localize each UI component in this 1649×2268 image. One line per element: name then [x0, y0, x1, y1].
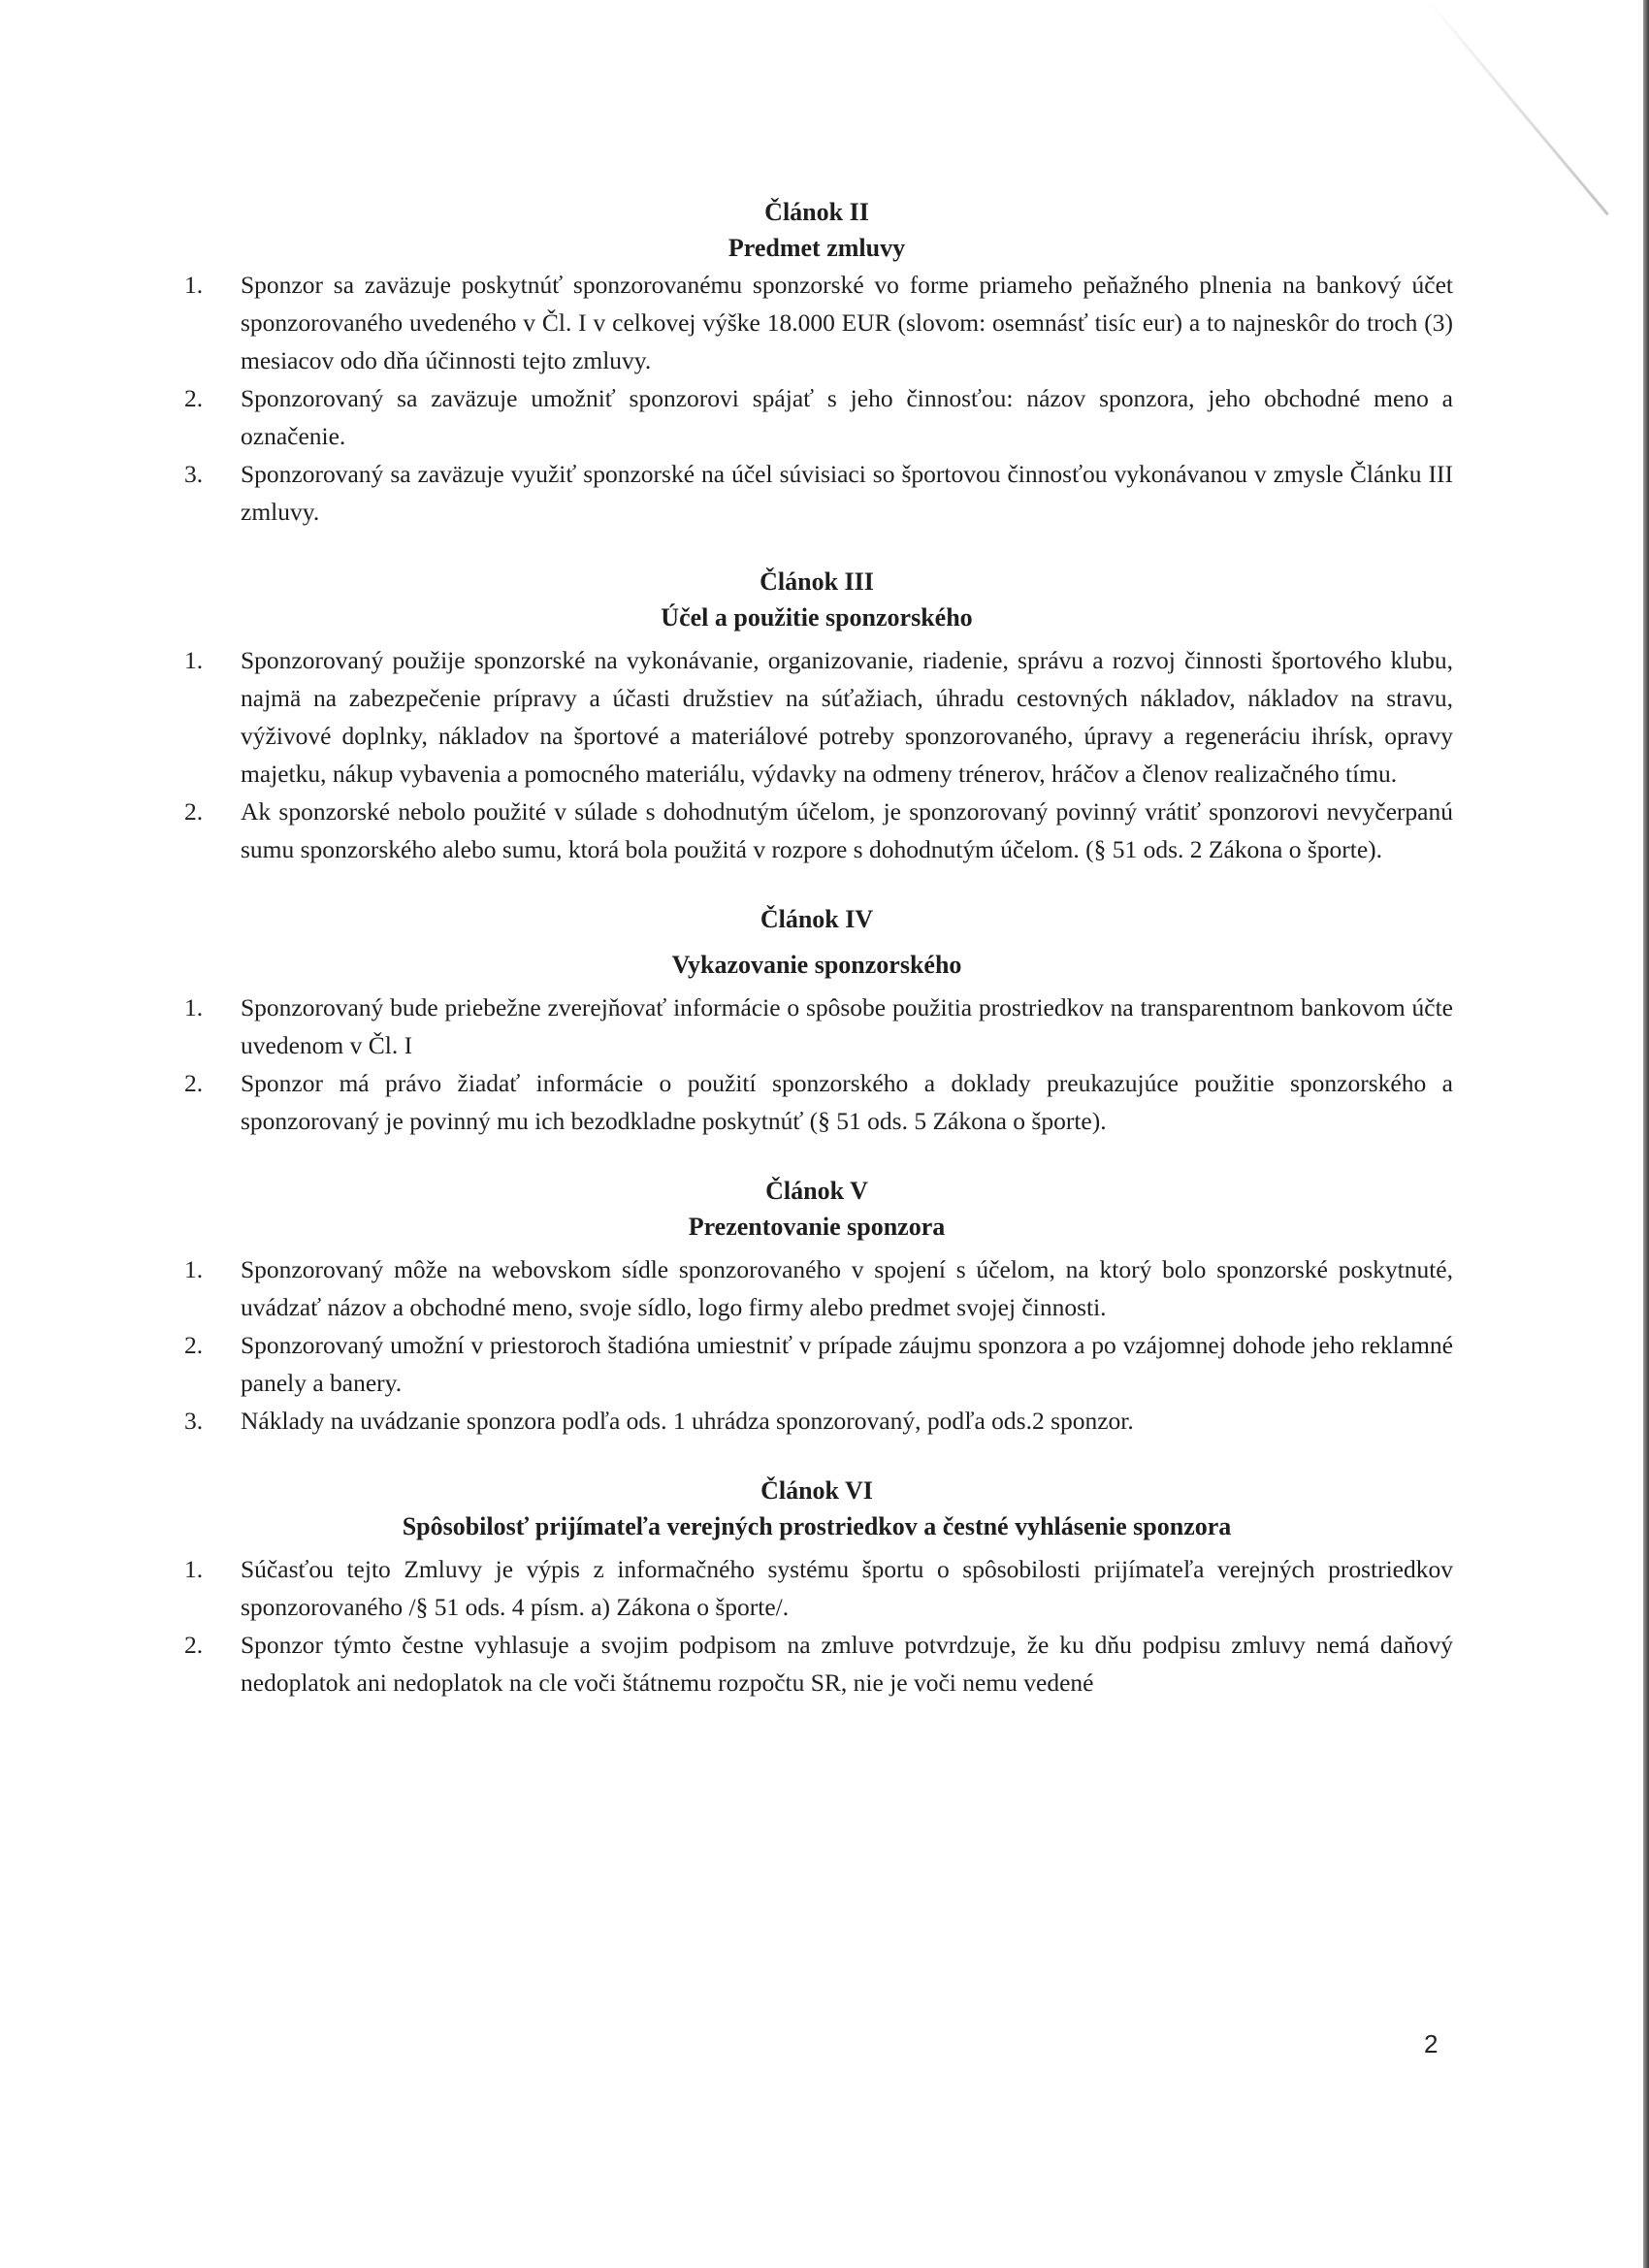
clause-number: 1.	[184, 646, 204, 674]
clause-text: Sponzorovaný sa zaväzuje umožniť sponzorovi spájať s jeho činnosťou: názov sponzora, jeho obchodné meno a označenie.	[241, 384, 1453, 450]
clause-list	[180, 1250, 1453, 1440]
clause-number: 2.	[184, 1069, 204, 1097]
article-6	[180, 1473, 1453, 1701]
clause-item	[180, 988, 1453, 1064]
clause-number: 1.	[184, 993, 204, 1021]
clause-list	[180, 266, 1453, 531]
article-subtitle: Predmet zmluvy	[728, 234, 906, 262]
article-subtitle: Vykazovanie sponzorského	[671, 951, 962, 979]
article-subtitle: Spôsobilosť prijímateľa verejných prostriedkov a čestné vyhlásenie sponzora	[402, 1512, 1232, 1540]
clause-item	[180, 1402, 1453, 1440]
clause-text: Sponzorovaný bude priebežne zverejňovať informácie o spôsobe použitia prostriedkov na transparentnom bankovom účte uvedenom v Čl. I	[241, 993, 1453, 1059]
article-2	[180, 194, 1453, 531]
article-title: Článok V	[765, 1177, 868, 1205]
article-title: Článok IV	[760, 905, 874, 933]
clause-list	[180, 988, 1453, 1140]
clause-list	[180, 1550, 1453, 1701]
page-number: 2	[1424, 2029, 1439, 2058]
clause-item	[180, 455, 1453, 531]
scan-edge-shadow	[1643, 0, 1649, 2268]
clause-text: Sponzor má právo žiadať informácie o použití sponzorského a doklady preukazujúce použitie sponzorského a sponzorovaný je povinný mu ich bezodkladne poskytnúť (§ 51 ods. 5 Zákona o športe).	[241, 1069, 1453, 1135]
clause-text: Sponzorovaný sa zaväzuje využiť sponzorské na účel súvisiaci so športovou činnosťou vykonávanou v zmysle Článku III zmluvy.	[241, 460, 1453, 526]
clause-item	[180, 379, 1453, 455]
clause-item	[180, 641, 1453, 793]
clause-text: Súčasťou tejto Zmluvy je výpis z informačného systému športu o spôsobilosti prijímateľa verejných prostriedkov sponzorovaného /§ 51 ods. 4 písm. a) Zákona o športe/.	[241, 1555, 1453, 1621]
clause-text: Sponzorovaný umožní v priestoroch štadióna umiestniť v prípade záujmu sponzora a po vzájomnej dohode jeho reklamné panely a banery.	[241, 1331, 1453, 1397]
article-3	[180, 564, 1453, 868]
article-4	[180, 901, 1453, 1140]
clause-item	[180, 1626, 1453, 1701]
clause-text: Sponzorovaný použije sponzorské na vykonávanie, organizovanie, riadenie, správu a rozvoj činnosti športového klubu, najmä na zabezpečenie prípravy a účasti družstiev na súťažiach, úhradu cestovných nákladov, nákladov na stravu, výživové doplnky, nákladov na športové a materiálové potreby sponzorovaného, úpravy a regeneráciu ihrísk, opravy majetku, nákup vybavenia a pomocného materiálu, výdavky na odmeny trénerov, hráčov a členov realizačného tímu.	[241, 646, 1453, 788]
clause-number: 1.	[184, 1555, 204, 1583]
clause-text: Náklady na uvádzanie sponzora podľa ods. 1 uhrádza sponzorovaný, podľa ods.2 sponzor.	[241, 1407, 1134, 1435]
clause-text: Sponzor týmto čestne vyhlasuje a svojim podpisom na zmluve potvrdzuje, že ku dňu podpisu zmluvy nemá daňový nedoplatok ani nedoplatok na cle voči štátnemu rozpočtu SR, nie je voči nemu vedené	[241, 1631, 1453, 1697]
clause-number: 1.	[184, 1255, 204, 1283]
clause-text: Sponzorovaný môže na webovskom sídle sponzorovaného v spojení s účelom, na ktorý bolo sponzorské poskytnuté, uvádzať názov a obchodné meno, svoje sídlo, logo firmy alebo predmet svojej činnosti.	[241, 1255, 1453, 1321]
clause-item	[180, 1250, 1453, 1326]
article-subtitle: Prezentovanie sponzora	[688, 1213, 946, 1241]
clause-list	[180, 641, 1453, 868]
article-title: Článok VI	[760, 1476, 873, 1505]
article-5	[180, 1173, 1453, 1440]
clause-number: 2.	[184, 1331, 204, 1359]
clause-item	[180, 793, 1453, 868]
clause-item	[180, 1326, 1453, 1402]
clause-text: Sponzor sa zaväzuje poskytnúť sponzorovanému sponzorské vo forme priameho peňažného plnenia na bankový účet sponzorovaného uvedeného v Čl. I v celkovej výške 18.000 EUR (slovom: osemnásť tisíc eur) a to najneskôr do troch (3) mesiacov odo dňa účinnosti tejto zmluvy.	[241, 271, 1453, 374]
clause-number: 2.	[184, 384, 204, 412]
clause-item	[180, 1064, 1453, 1140]
article-title: Článok II	[764, 198, 869, 226]
clause-text: Ak sponzorské nebolo použité v súlade s dohodnutým účelom, je sponzorovaný povinný vrátiť sponzorovi nevyčerpanú sumu sponzorského alebo sumu, ktorá bola použitá v rozpore s dohodnutým účelom. (§ 51 ods. 2 Zákona o športe).	[241, 797, 1453, 863]
clause-number: 3.	[184, 460, 204, 488]
clause-number: 1.	[184, 271, 204, 299]
article-subtitle: Účel a použitie sponzorského	[661, 603, 973, 632]
article-title: Článok III	[760, 567, 874, 596]
clause-number: 2.	[184, 797, 204, 826]
clause-item	[180, 266, 1453, 379]
clause-number: 2.	[184, 1631, 204, 1659]
clause-item	[180, 1550, 1453, 1626]
page-fold-crease	[1426, 0, 1609, 215]
clause-number: 3.	[184, 1407, 204, 1435]
document-page	[180, 194, 1453, 1701]
